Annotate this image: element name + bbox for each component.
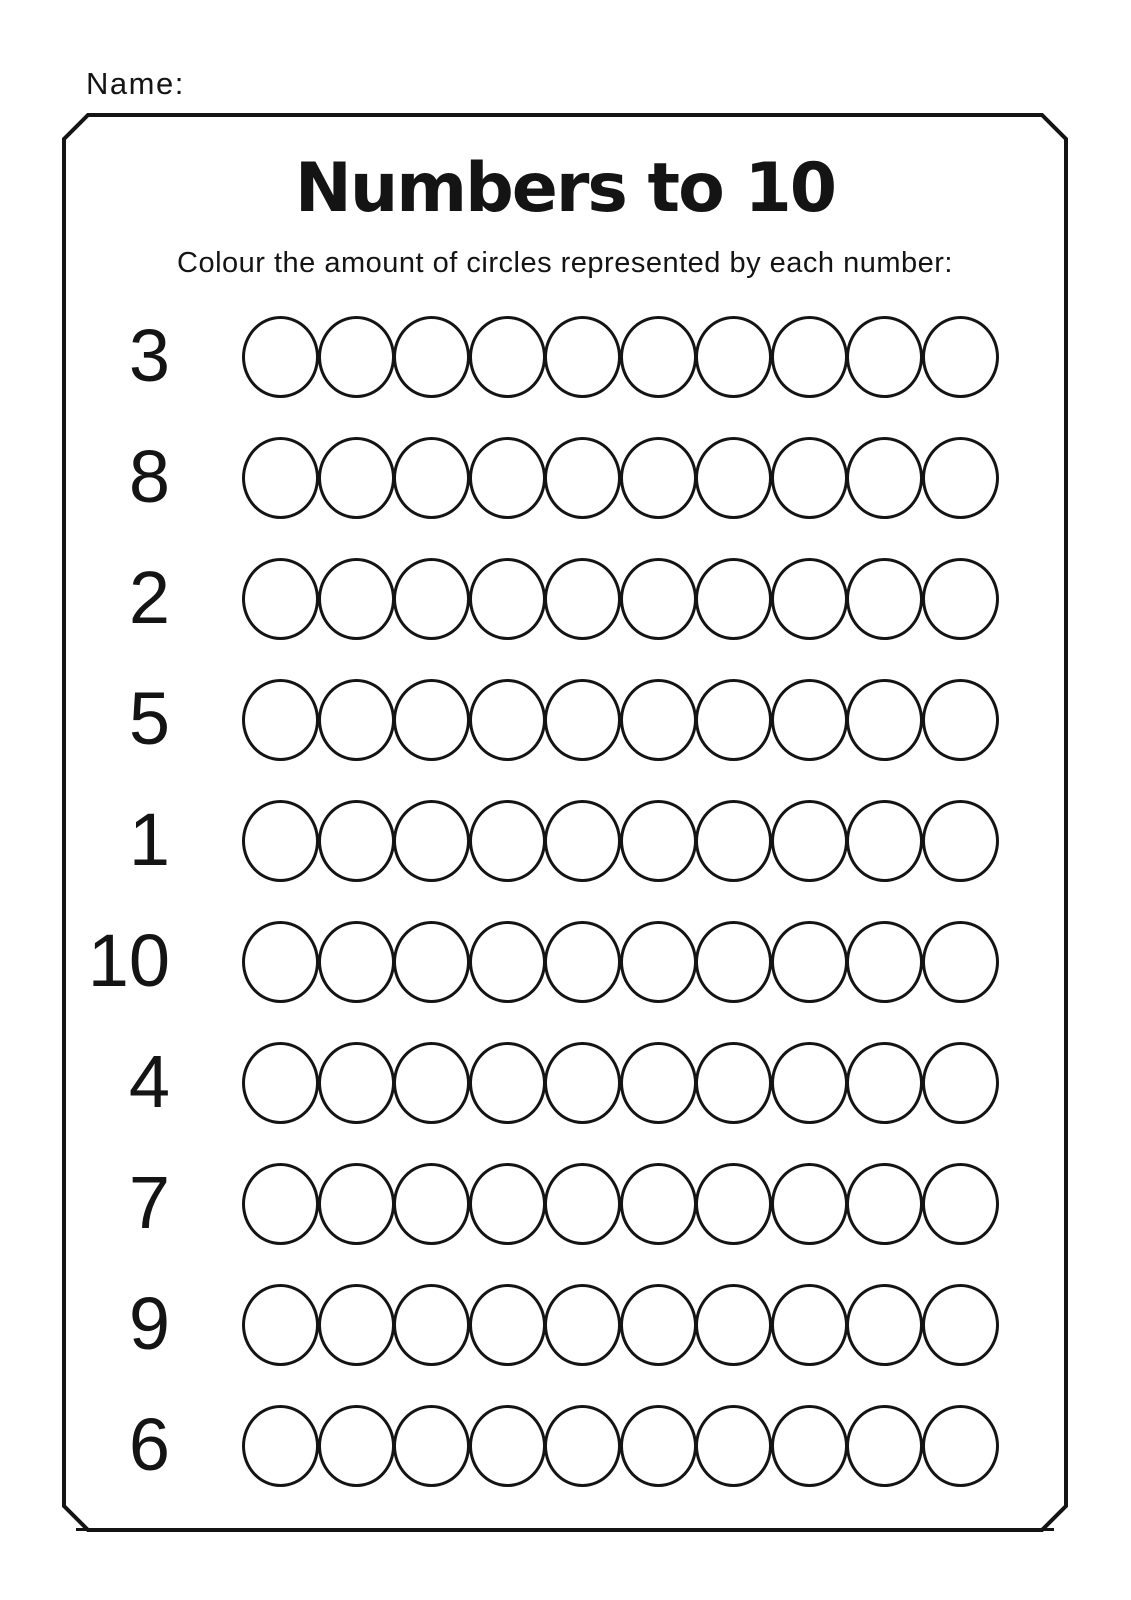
colorable-circle[interactable] [620,679,697,761]
colorable-circle[interactable] [469,921,546,1003]
colorable-circle[interactable] [846,1405,923,1487]
colorable-circle[interactable] [620,1284,697,1366]
row-number-label: 7 [128,1161,170,1244]
colorable-circle[interactable] [242,1163,319,1245]
colorable-circle[interactable] [544,1284,621,1366]
colorable-circle[interactable] [922,316,999,398]
row-number-label: 4 [128,1040,170,1123]
colorable-circle[interactable] [544,679,621,761]
colorable-circle[interactable] [469,437,546,519]
colorable-circle[interactable] [393,437,470,519]
colorable-circle[interactable] [393,316,470,398]
colorable-circle[interactable] [922,921,999,1003]
colorable-circle[interactable] [695,1042,772,1124]
colorable-circle[interactable] [620,316,697,398]
colorable-circle[interactable] [318,1163,395,1245]
number-row [62,437,1068,519]
colorable-circle[interactable] [469,316,546,398]
colorable-circle[interactable] [393,1405,470,1487]
colorable-circle[interactable] [620,1405,697,1487]
circle-row [242,921,997,1003]
circle-row [242,558,997,640]
colorable-circle[interactable] [318,921,395,1003]
colorable-circle[interactable] [695,800,772,882]
colorable-circle[interactable] [318,437,395,519]
colorable-circle[interactable] [771,1163,848,1245]
colorable-circle[interactable] [242,679,319,761]
colorable-circle[interactable] [544,558,621,640]
page-title: Numbers to 10 [294,149,836,228]
number-row [62,800,1068,882]
circle-row [242,679,997,761]
colorable-circle[interactable] [922,1163,999,1245]
colorable-circle[interactable] [544,800,621,882]
colorable-circle[interactable] [695,558,772,640]
circle-row [242,1405,997,1487]
colorable-circle[interactable] [242,558,319,640]
colorable-circle[interactable] [242,800,319,882]
colorable-circle[interactable] [695,1405,772,1487]
colorable-circle[interactable] [846,1042,923,1124]
colorable-circle[interactable] [242,316,319,398]
colorable-circle[interactable] [620,558,697,640]
number-row [62,1405,1068,1487]
colorable-circle[interactable] [771,1405,848,1487]
colorable-circle[interactable] [695,679,772,761]
colorable-circle[interactable] [922,558,999,640]
colorable-circle[interactable] [318,1284,395,1366]
number-row [62,558,1068,640]
colorable-circle[interactable] [393,800,470,882]
row-number-label: 2 [128,556,170,639]
colorable-circle[interactable] [544,1163,621,1245]
colorable-circle[interactable] [544,1042,621,1124]
colorable-circle[interactable] [695,316,772,398]
colorable-circle[interactable] [318,316,395,398]
number-row [62,316,1068,398]
colorable-circle[interactable] [771,800,848,882]
colorable-circle[interactable] [771,558,848,640]
row-number-label: 5 [128,677,170,760]
colorable-circle[interactable] [620,921,697,1003]
colorable-circle[interactable] [695,921,772,1003]
colorable-circle[interactable] [922,437,999,519]
colorable-circle[interactable] [922,800,999,882]
colorable-circle[interactable] [318,558,395,640]
colorable-circle[interactable] [242,437,319,519]
colorable-circle[interactable] [469,679,546,761]
row-number-label: 10 [87,919,170,1002]
colorable-circle[interactable] [846,921,923,1003]
colorable-circle[interactable] [771,679,848,761]
colorable-circle[interactable] [242,1405,319,1487]
colorable-circle[interactable] [393,921,470,1003]
colorable-circle[interactable] [620,800,697,882]
colorable-circle[interactable] [393,1284,470,1366]
colorable-circle[interactable] [469,1284,546,1366]
colorable-circle[interactable] [393,679,470,761]
row-number-label: 9 [128,1282,170,1365]
row-number-label: 1 [128,798,170,881]
colorable-circle[interactable] [922,679,999,761]
colorable-circle[interactable] [544,921,621,1003]
colorable-circle[interactable] [695,1284,772,1366]
colorable-circle[interactable] [922,1284,999,1366]
name-label: Name: [86,66,185,101]
colorable-circle[interactable] [469,1042,546,1124]
colorable-circle[interactable] [846,558,923,640]
colorable-circle[interactable] [469,1163,546,1245]
circle-row [242,800,997,882]
colorable-circle[interactable] [846,437,923,519]
colorable-circle[interactable] [318,1042,395,1124]
colorable-circle[interactable] [771,1284,848,1366]
colorable-circle[interactable] [620,1163,697,1245]
colorable-circle[interactable] [846,1284,923,1366]
worksheet-sheet [62,113,1068,1532]
circle-row [242,1163,997,1245]
colorable-circle[interactable] [469,800,546,882]
colorable-circle[interactable] [469,1405,546,1487]
colorable-circle[interactable] [393,558,470,640]
colorable-circle[interactable] [771,921,848,1003]
colorable-circle[interactable] [544,1405,621,1487]
row-number-label: 6 [128,1403,170,1486]
number-row [62,1042,1068,1124]
colorable-circle[interactable] [771,437,848,519]
circle-row [242,1042,997,1124]
colorable-circle[interactable] [544,316,621,398]
colorable-circle[interactable] [318,679,395,761]
number-row [62,1284,1068,1366]
circle-row [242,437,997,519]
number-row [62,921,1068,1003]
colorable-circle[interactable] [544,437,621,519]
colorable-circle[interactable] [620,1042,697,1124]
colorable-circle[interactable] [846,800,923,882]
colorable-circle[interactable] [846,316,923,398]
colorable-circle[interactable] [242,1042,319,1124]
colorable-circle[interactable] [922,1405,999,1487]
colorable-circle[interactable] [695,437,772,519]
number-row [62,679,1068,761]
row-number-label: 8 [128,435,170,518]
circle-row [242,1284,997,1366]
colorable-circle[interactable] [771,1042,848,1124]
colorable-circle[interactable] [393,1042,470,1124]
colorable-circle[interactable] [771,316,848,398]
instruction-text: Colour the amount of circles represented by each number: [177,247,953,279]
colorable-circle[interactable] [318,800,395,882]
colorable-circle[interactable] [242,1284,319,1366]
colorable-circle[interactable] [620,437,697,519]
row-number-label: 3 [128,314,170,397]
colorable-circle[interactable] [695,1163,772,1245]
circle-row [242,316,997,398]
colorable-circle[interactable] [469,558,546,640]
number-rows [62,113,1068,1532]
colorable-circle[interactable] [922,1042,999,1124]
colorable-circle[interactable] [846,679,923,761]
colorable-circle[interactable] [242,921,319,1003]
colorable-circle[interactable] [318,1405,395,1487]
colorable-circle[interactable] [393,1163,470,1245]
number-row [62,1163,1068,1245]
colorable-circle[interactable] [846,1163,923,1245]
